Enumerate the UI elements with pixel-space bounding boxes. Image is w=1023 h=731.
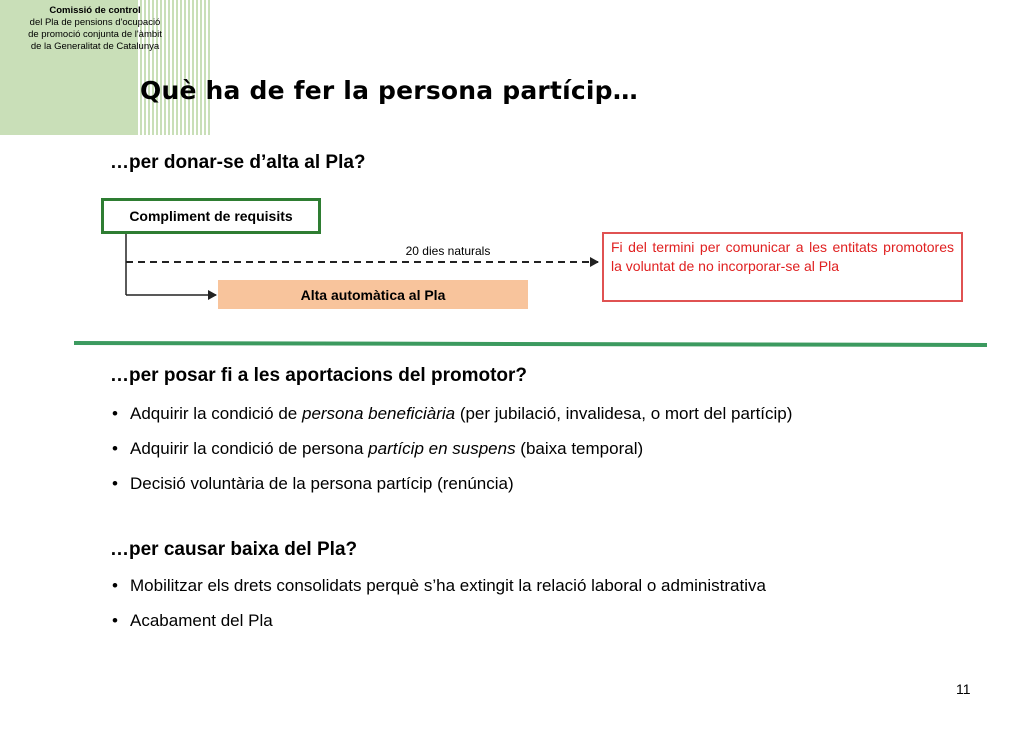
auto-registration-box: Alta automàtica al Pla xyxy=(218,280,528,309)
org-line: de promoció conjunta de l'àmbit xyxy=(28,29,162,40)
deadline-box: Fi del termini per comunicar a les entitats promotores la voluntat de no incorporar-se al Pla xyxy=(602,232,963,302)
aportacions-list xyxy=(112,403,792,508)
arrow-label: 20 dies naturals xyxy=(405,244,491,258)
baixa-list xyxy=(112,575,766,645)
list-item: • Acabament del Pla xyxy=(112,610,766,631)
page-number: 11 xyxy=(956,681,971,697)
requirements-box: Compliment de requisits xyxy=(101,198,321,234)
org-line: del Pla de pensions d'ocupació xyxy=(29,17,161,28)
list-item: • Mobilitzar els drets consolidats perquè s’ha extingit la relació laboral o administrativa xyxy=(112,575,766,596)
section-heading-alta: …per donar-se d’alta al Pla? xyxy=(110,152,366,173)
section-divider xyxy=(74,343,987,345)
list-item: • Adquirir la condició de persona beneficiària (per jubilació, invalidesa, o mort del partícip) xyxy=(112,403,792,424)
section-heading-aportacions: …per posar fi a les aportacions del promotor? xyxy=(110,365,528,386)
list-item: • Adquirir la condició de persona partícip en suspens (baixa temporal) xyxy=(112,438,792,459)
org-title: Comissió de control xyxy=(49,5,141,16)
org-line: de la Generalitat de Catalunya xyxy=(30,41,160,52)
section-heading-baixa: …per causar baixa del Pla? xyxy=(110,539,358,560)
list-item: • Decisió voluntària de la persona partícip (renúncia) xyxy=(112,473,792,494)
page-title: Què ha de fer la persona partícip… xyxy=(140,76,638,105)
